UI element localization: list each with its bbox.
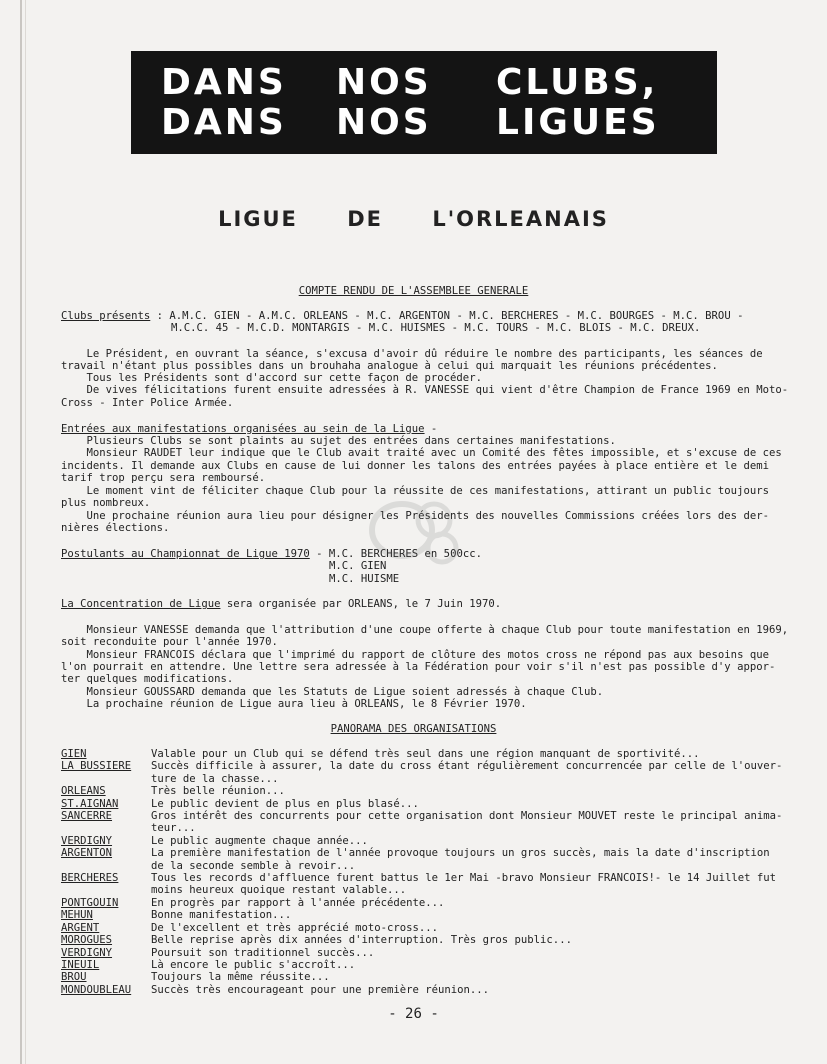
paragraph-line: incidents. Il demande aux Clubs en cause de lui donner les talons des entrées payées à place entière et le demi (61, 460, 769, 472)
club-name: GIEN (61, 748, 87, 760)
paragraph-line: De vives félicitations furent ensuite adressées à R. VANESSE qui vient d'être Champion de France 1969 en Moto- (61, 384, 789, 396)
club-description: Toujours la même réussite... (151, 971, 330, 984)
paragraph-line: Monsieur RAUDET leur indique que le Club avait traité avec un Comité des fêtes impossible, et s'excuse de ces (61, 447, 782, 459)
list-item (61, 984, 801, 996)
binding-line (20, 0, 22, 1064)
club-description: Gros intérêt des concurrents pour cette organisation dont Monsieur MOUVET reste le principal anima- (151, 810, 783, 823)
club-description: de la seconde semble à revoir... (151, 859, 356, 872)
club-name: ST.AIGNAN (61, 797, 119, 810)
paragraph-line: l'on pourrait en attendre. Une lettre sera adressée à la Fédération pour voir s'il n'est pas possible d'y appor- (61, 661, 776, 673)
paragraph-line: soit reconduite pour l'année 1970. (61, 636, 278, 648)
page-number: - 26 - (388, 1006, 439, 1022)
paragraph-line: Monsieur VANESSE demanda que l'attribution d'une coupe offerte à chaque Club pour toute manifestation en 1969, (61, 624, 789, 636)
report-heading-text: COMPTE RENDU DE L'ASSEMBLEE GENERALE (298, 285, 529, 297)
concentration-label: La Concentration de Ligue (61, 598, 221, 610)
league-title-word: LIGUE (218, 207, 298, 231)
club-name: ORLEANS (61, 785, 106, 798)
applicant-club: M.C. GIEN (329, 560, 387, 572)
list-item (61, 897, 801, 909)
club-description: moins heureux quoique restant valable... (151, 884, 407, 897)
binding-line-inner (25, 0, 26, 1064)
watermark-logo (362, 490, 472, 570)
banner-word: DANS (161, 101, 287, 143)
banner-word: CLUBS, (496, 61, 659, 103)
club-name: LA BUSSIERE (61, 760, 132, 773)
club-description: ture de la chasse... (151, 772, 279, 785)
clubs-present-line-1 (61, 310, 743, 322)
club-name: INEUIL (61, 958, 100, 971)
paragraph-line: tarif trop perçu sera remboursé. (61, 472, 266, 484)
club-name (61, 773, 151, 785)
section-heading-suffix: - (424, 423, 438, 435)
applicants-label: Postulants au Championnat de Ligue 1970 (61, 548, 310, 560)
club-description: Là encore le public s'accroît... (151, 958, 356, 971)
list-item (61, 947, 801, 959)
club-name: ARGENTON (61, 847, 113, 860)
club-name: MONDOUBLEAU (61, 983, 132, 996)
club-description: En progrès par rapport à l'année précédente... (151, 896, 445, 909)
clubs-present-text: : A.M.C. GIEN - A.M.C. ORLEANS - M.C. ARGENTON - M.C. BERCHERES - M.C. BOURGES - M.C. BROU - (150, 310, 744, 322)
club-description: Belle reprise après dix années d'interruption. Très gros public... (151, 934, 572, 947)
paragraph-line: nières élections. (61, 522, 170, 534)
club-name: VERDIGNY (61, 946, 113, 959)
paragraph-line: travail n'étant plus possibles dans un brouhaha analogue à celui qui marquait les réunions précédentes. (61, 360, 718, 372)
paragraph-line: ter quelques modifications. (61, 673, 234, 685)
list-item (61, 909, 801, 921)
club-name: ARGENT (61, 921, 100, 934)
clubs-present-line-2: M.C.C. 45 - M.C.D. MONTARGIS - M.C. HUISMES - M.C. TOURS - M.C. BLOIS - M.C. DREUX. (171, 322, 701, 334)
panorama-heading (0, 723, 827, 735)
paragraph-line: Le Président, en ouvrant la séance, s'excusa d'avoir dû réduire le nombre des participants, les séances de (61, 348, 763, 360)
list-item (61, 822, 801, 834)
clubs-present-label: Clubs présents (61, 310, 151, 322)
banner-word: NOS (336, 61, 432, 103)
banner-line-1 (161, 63, 717, 103)
section-heading-text: Entrées aux manifestations organisées au sein de la Ligue (61, 423, 425, 435)
paragraph-line: plus nombreux. (61, 497, 151, 509)
list-item (61, 922, 801, 934)
club-description: De l'excellent et très apprécié moto-cross... (151, 921, 439, 934)
header-banner (131, 51, 717, 154)
club-description: La première manifestation de l'année provoque toujours un gros succès, mais la date d'inscription (151, 847, 770, 860)
club-description: Valable pour un Club qui se défend très seul dans une région manquant de sportivité... (151, 748, 700, 760)
concentration-line (61, 598, 501, 610)
club-name: PONTGOUIN (61, 896, 119, 909)
club-description: Très belle réunion... (151, 785, 285, 798)
club-name: BERCHERES (61, 872, 119, 885)
club-description: teur... (151, 822, 196, 835)
panorama-heading-text: PANORAMA DES ORGANISATIONS (330, 723, 497, 735)
club-name: VERDIGNY (61, 834, 113, 847)
club-description: Tous les records d'affluence furent battus le 1er Mai -bravo Monsieur FRANCOIS!- le 14 Juillet fut (151, 872, 777, 885)
club-name: MEHUN (61, 909, 93, 922)
banner-word: LIGUES (496, 101, 660, 143)
section-heading (61, 423, 437, 435)
list-item (61, 884, 801, 896)
panorama-list (61, 748, 801, 996)
club-description: Le public augmente chaque année... (151, 834, 368, 847)
league-title-word: L'ORLEANAIS (432, 207, 609, 231)
league-title-word: DE (347, 207, 384, 231)
club-description: Succès difficile à assurer, la date du cross étant régulièrement concurrencée par celle de l'ouver- (151, 760, 783, 773)
list-item (61, 860, 801, 872)
club-name: MOROGUES (61, 934, 113, 947)
club-description: Succès très encourageant pour une première réunion... (151, 983, 490, 996)
report-heading (0, 285, 827, 297)
paragraph-line: Plusieurs Clubs se sont plaints au sujet des entrées dans certaines manifestations. (61, 435, 616, 447)
list-item (61, 773, 801, 785)
club-name (61, 860, 151, 872)
club-name (61, 822, 151, 834)
list-item (61, 872, 801, 884)
banner-line-2 (161, 103, 717, 143)
list-item (61, 959, 801, 971)
list-item (61, 798, 801, 810)
paragraph-line: Le moment vint de féliciter chaque Club pour la réussite de ces manifestations, attirant un public toujours (61, 485, 769, 497)
club-description: Le public devient de plus en plus blasé... (151, 797, 419, 810)
paragraph-line: Tous les Présidents sont d'accord sur cette façon de procéder. (61, 372, 482, 384)
paragraph-line: Une prochaine réunion aura lieu pour désigner les Présidents des nouvelles Commissions créées lors des der- (61, 510, 769, 522)
concentration-text: sera organisée par ORLEANS, le 7 Juin 1970. (220, 598, 502, 610)
paragraph-line: Monsieur GOUSSARD demanda que les Statuts de Ligue soient adressés à chaque Club. (61, 686, 604, 698)
paragraph-line: La prochaine réunion de Ligue aura lieu à ORLEANS, le 8 Février 1970. (61, 698, 527, 710)
club-name: BROU (61, 971, 87, 984)
list-item (61, 810, 801, 822)
list-item (61, 847, 801, 859)
applicant-club: M.C. HUISME (329, 573, 400, 585)
paragraph-line: Cross - Inter Police Armée. (61, 397, 234, 409)
list-item (61, 785, 801, 797)
list-item (61, 760, 801, 772)
applicants-first: - M.C. BERCHERES en 500cc. (309, 548, 482, 560)
paragraph-line: Monsieur FRANCOIS déclara que l'imprimé du rapport de clôture des motos cross ne répond pas aux besoins que (61, 649, 769, 661)
club-description: Bonne manifestation... (151, 909, 292, 922)
banner-word: DANS (161, 61, 287, 103)
list-item (61, 971, 801, 983)
club-description: Poursuit son traditionnel succès... (151, 946, 375, 959)
list-item (61, 748, 801, 760)
banner-word: NOS (336, 101, 432, 143)
league-title (0, 207, 827, 231)
list-item (61, 934, 801, 946)
list-item (61, 835, 801, 847)
club-name: SANCERRE (61, 810, 113, 823)
club-name (61, 884, 151, 896)
